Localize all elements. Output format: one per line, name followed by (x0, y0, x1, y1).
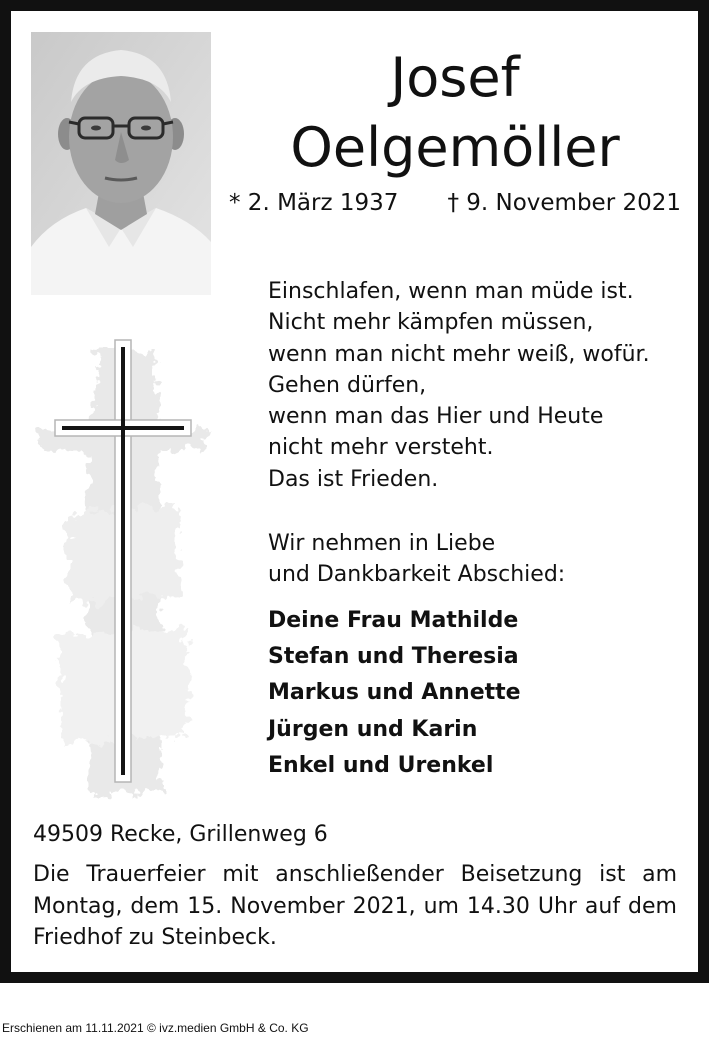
poem-line: Einschlafen, wenn man müde ist. (268, 279, 634, 304)
poem (268, 276, 688, 495)
family-member: Enkel und Urenkel (268, 752, 494, 778)
farewell-line: und Dankbarkeit Abschied: (268, 562, 566, 588)
birth-date: * 2. März 1937 (229, 190, 399, 216)
family-member: Markus und Annette (268, 680, 521, 706)
farewell-text (268, 528, 688, 591)
farewell-line: Wir nehmen in Liebe (268, 531, 496, 556)
poem-line: nicht mehr versteht. (268, 435, 494, 461)
address: 49509 Recke, Grillenweg 6 (33, 822, 328, 847)
portrait-photo-icon (31, 32, 211, 295)
poem-line: Nicht mehr kämpfen müssen, (268, 310, 594, 336)
cross-icon (28, 335, 218, 800)
poem-line: wenn man nicht mehr weiß, wofür. (268, 341, 650, 367)
family-member: Stefan und Theresia (268, 644, 519, 670)
family-member: Jürgen und Karin (268, 716, 478, 742)
family-list (268, 603, 688, 784)
deceased-last-name: Oelgemöller (290, 116, 620, 179)
poem-line: Gehen dürfen, (268, 372, 427, 398)
death-date: † 9. November 2021 (447, 190, 681, 216)
poem-line: wenn man das Hier und Heute (268, 404, 604, 430)
poem-line: Das ist Frieden. (268, 466, 439, 492)
deceased-first-name: Josef (390, 46, 520, 109)
ceremony-info: Die Trauerfeier mit anschließender Beisetzung ist am Montag, dem 15. November 2021, um 14.30 Uhr auf dem Friedhof zu Steinbeck. (33, 862, 677, 950)
family-member: Deine Frau Mathilde (268, 608, 519, 633)
publication-footer: Erschienen am 11.11.2021 © ivz.medien GmbH & Co. KG (2, 1021, 309, 1035)
